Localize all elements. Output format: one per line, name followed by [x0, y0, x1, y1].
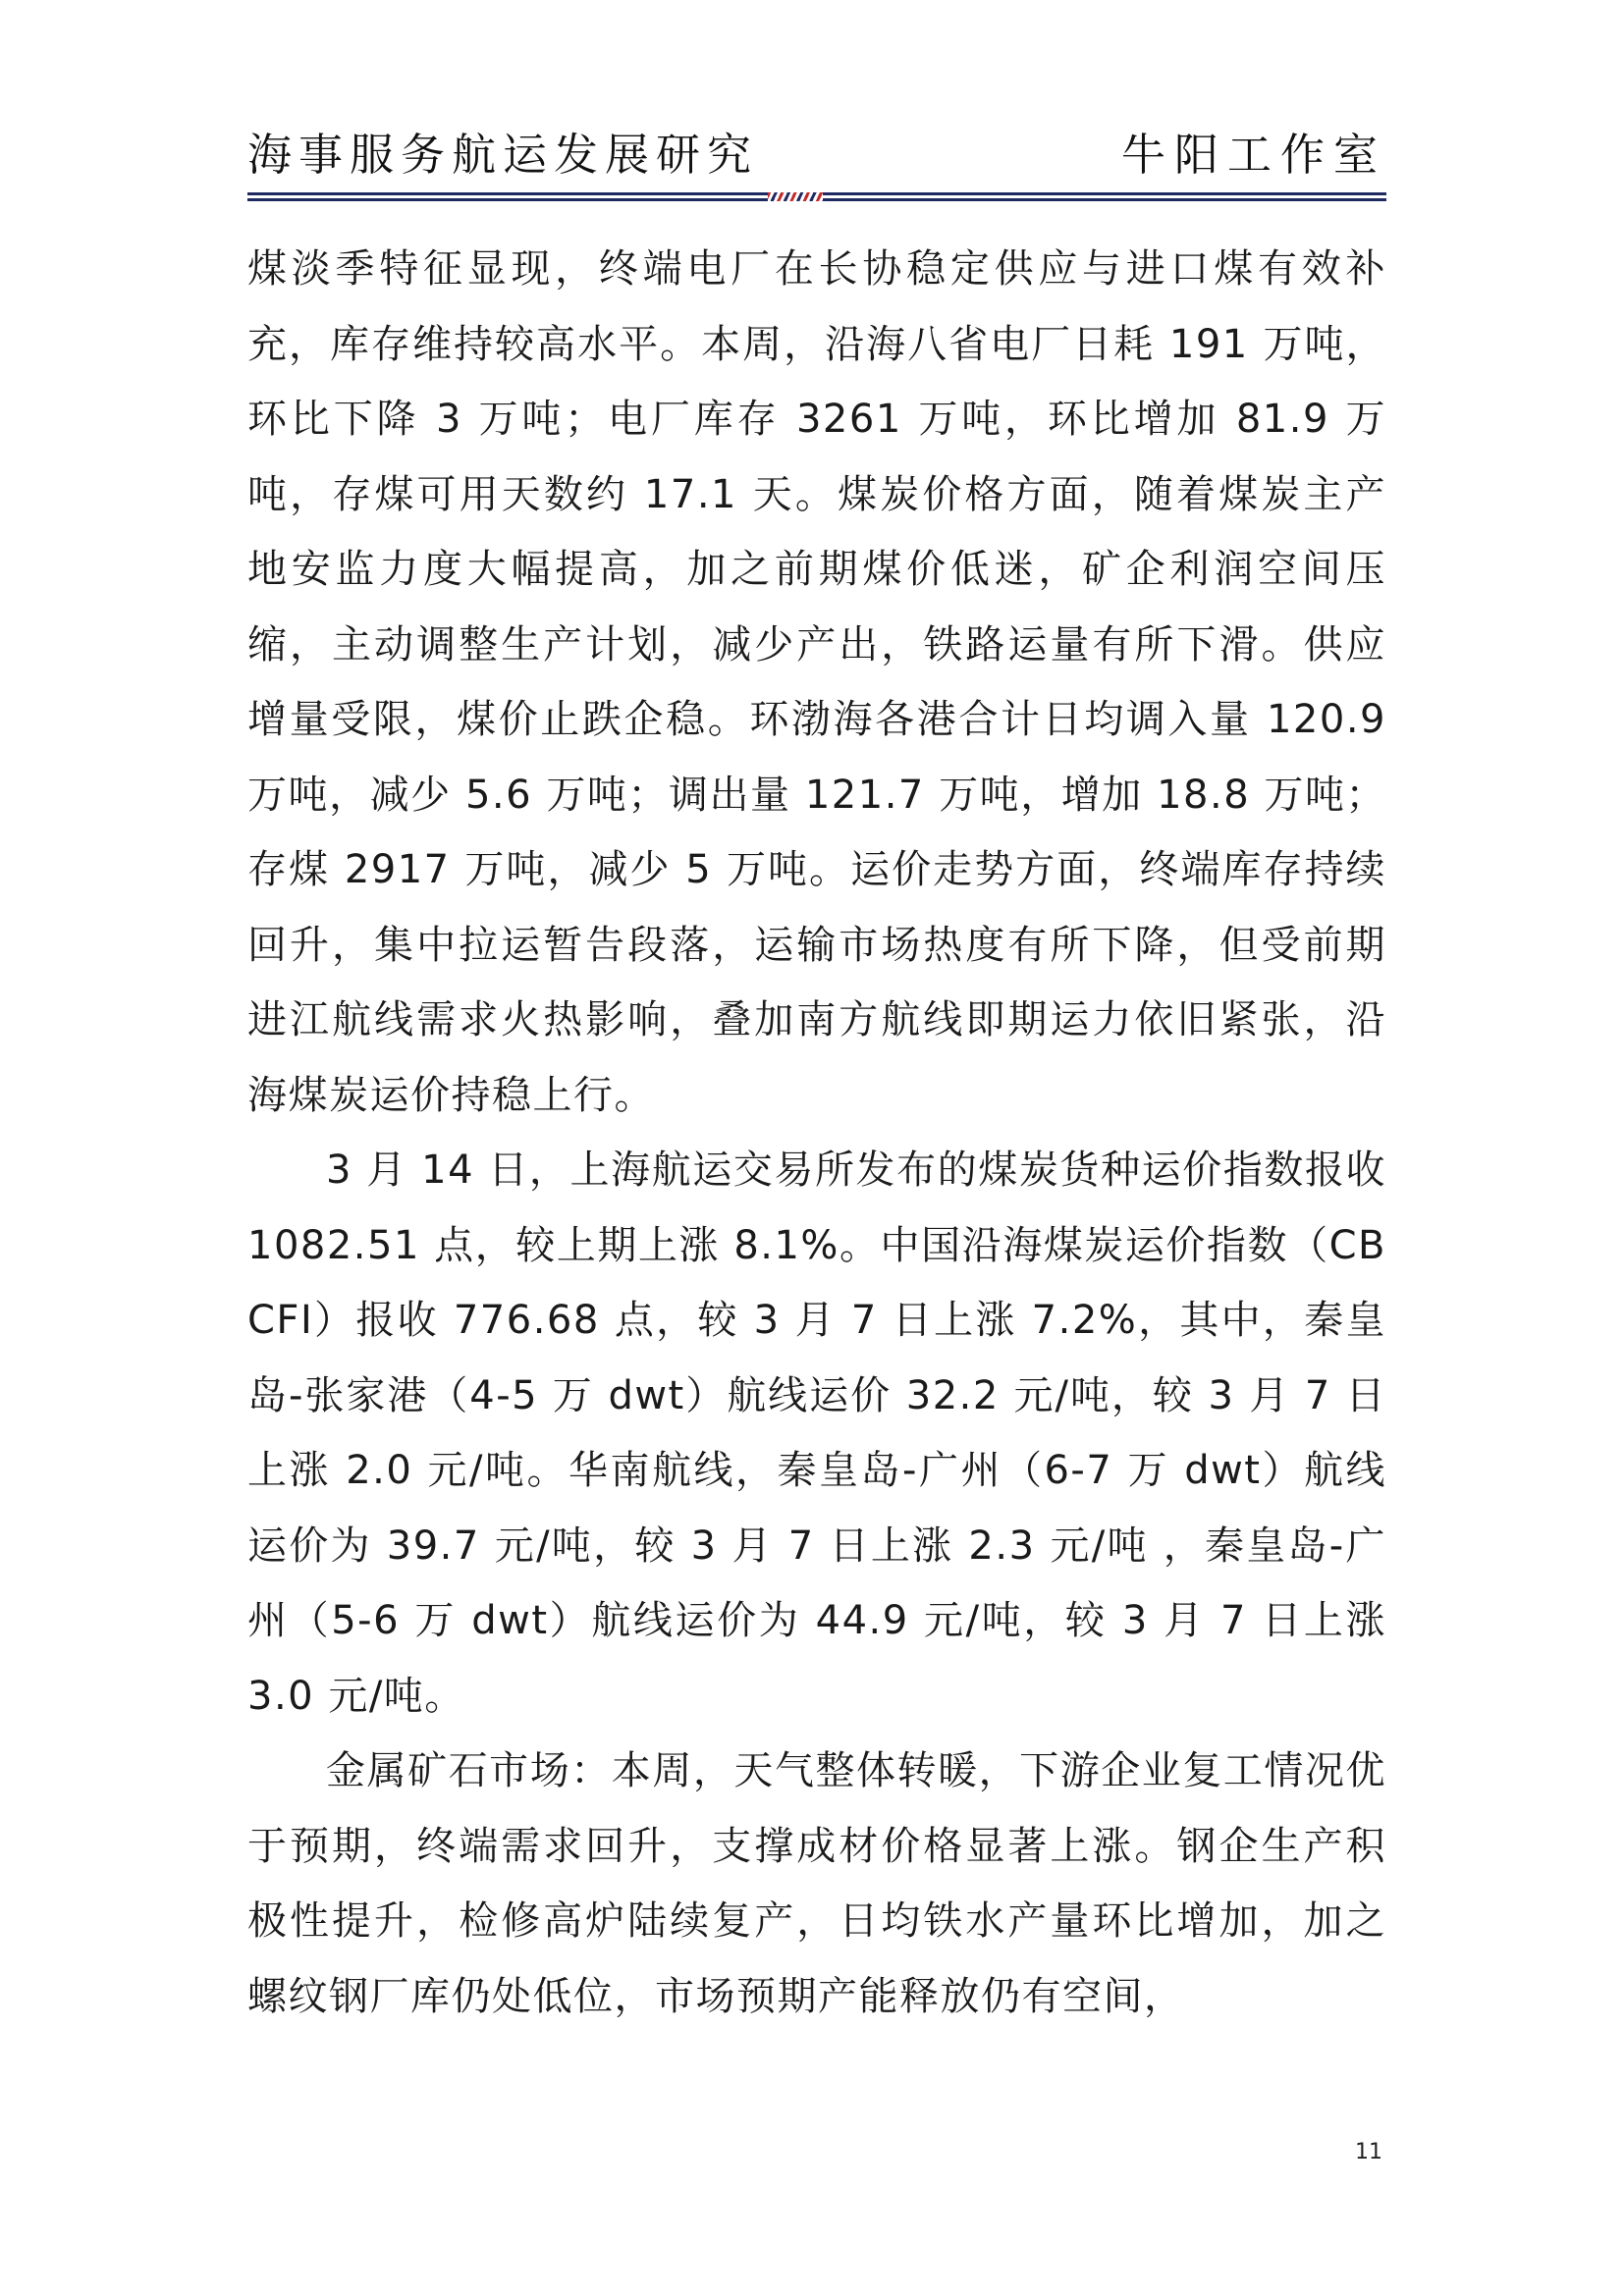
page-number: 11 [1355, 2140, 1382, 2164]
paragraph-coal-freight-index: 3 月 14 日，上海航运交易所发布的煤炭货种运价指数报收 1082.51 点，较上期上涨 8.1%。中国沿海煤炭运价指数（CBCFI）报收 776.68 点，较 3 月 7 日上涨 7.2%，其中，秦皇岛-张家港（4-5 万 dwt）航线运价 32.2 元/吨，较 3 月 7 日上涨 2.0 元/吨。华南航线，秦皇岛-广州（6-7 万 dwt）航线运价为 39.7 元/吨，较 3 月 7 日上涨 2.3 元/吨 ，秦皇岛-广州（5-6 万 dwt）航线运价为 44.9 元/吨，较 3 月 7 日上涨 3.0 元/吨。 [247, 1148, 1386, 1719]
divider-accent-stripes [768, 192, 823, 201]
document-body [247, 232, 1386, 2034]
header-title: 海事服务航运发展研究 [247, 129, 759, 181]
paragraph-coal-market: 煤淡季特征显现，终端电厂在长协稳定供应与进口煤有效补充，库存维持较高水平。本周，沿海八省电厂日耗 191 万吨，环比下降 3 万吨；电厂库存 3261 万吨，环比增加 81.9 万吨，存煤可用天数约 17.1 天。煤炭价格方面，随着煤炭主产地安监力度大幅提高，加之前期煤价低迷，矿企利润空间压缩，主动调整生产计划，减少产出，铁路运量有所下滑。供应增量受限，煤价止跌企稳。环渤海各港合计日均调入量 120.9 万吨，减少 5.6 万吨；调出量 121.7 万吨，增加 18.8 万吨；存煤 2917 万吨，减少 5 万吨。运价走势方面，终端库存持续回升，集中拉运暂告段落，运输市场热度有所下降，但受前期进江航线需求火热影响，叠加南方航线即期运力依旧紧张，沿海煤炭运价持稳上行。 [247, 246, 1386, 1118]
header-divider [247, 192, 1386, 202]
header-studio: 牛阳工作室 [1120, 129, 1386, 181]
paragraph-metal-ore-market: 金属矿石市场：本周，天气整体转暖，下游企业复工情况优于预期，终端需求回升，支撑成材价格显著上涨。钢企生产积极性提升，检修高炉陆续复产，日均铁水产量环比增加，加之螺纹钢厂库仍处低位，市场预期产能释放仍有空间， [247, 1748, 1386, 2019]
page-header [247, 126, 1386, 185]
